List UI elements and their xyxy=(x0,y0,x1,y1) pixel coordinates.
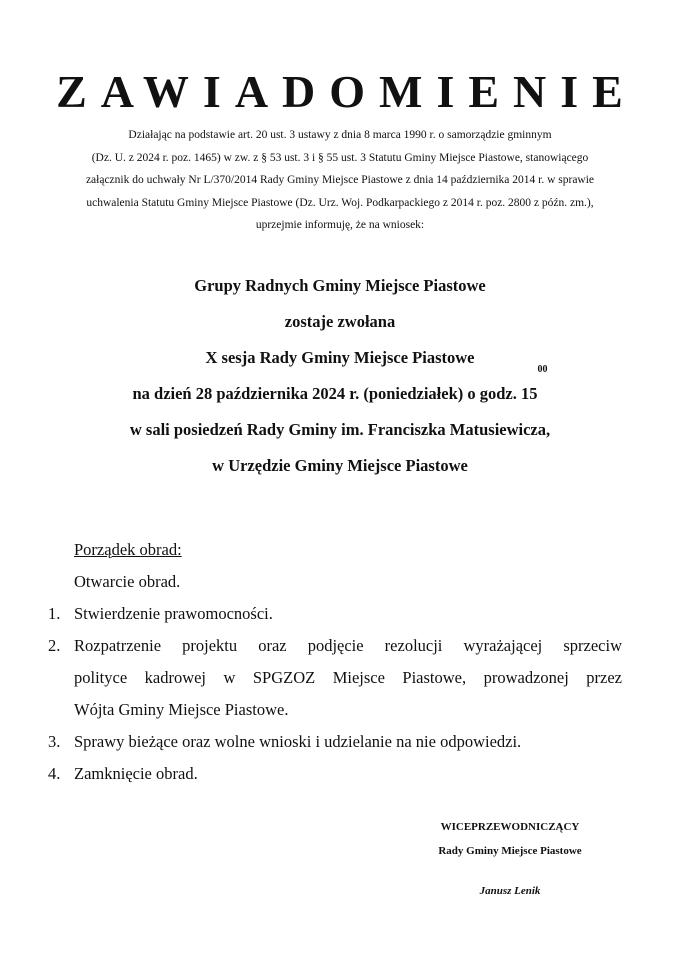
agenda-intro: Otwarcie obrad. xyxy=(74,572,181,591)
agenda-item xyxy=(48,758,622,790)
session-line: X sesja Rady Gminy Miejsce Piastowe xyxy=(205,348,475,367)
session-date-line xyxy=(40,364,640,412)
agenda-item-line: Wójta Gminy Miejsce Piastowe. xyxy=(74,700,289,719)
preamble-line: załącznik do uchwały Nr L/370/2014 Rady Gminy Miejsce Piastowe z dnia 14 października 2014 r. w sprawie xyxy=(85,174,595,186)
agenda-item xyxy=(48,598,622,630)
agenda-item-line: Zamknięcie obrad. xyxy=(74,764,198,783)
preamble-line: uchwalenia Statutu Gminy Miejsce Piastowe (Dz. Urz. Woj. Podkarpackiego z 2014 r. poz. 2800 z późn. zm.), xyxy=(86,196,594,209)
signatory-name: Janusz Lenik xyxy=(479,885,541,897)
preamble-line: Działając na podstawie art. 20 ust. 3 ustawy z dnia 8 marca 1990 r. o samorządzie gminnym xyxy=(128,129,552,141)
signature-block xyxy=(380,816,640,902)
agenda-item-number: 1. xyxy=(48,604,61,623)
agenda-item-number: 3. xyxy=(48,732,61,751)
agenda-item xyxy=(48,630,622,726)
agenda-item-text xyxy=(74,758,622,790)
agenda xyxy=(48,534,622,790)
office-line: w Urzędzie Gminy Miejsce Piastowe xyxy=(212,456,468,475)
convened-line: zostaje zwołana xyxy=(284,312,396,331)
agenda-item-line: Rozpatrzenie projektu oraz podjęcie rezolucji wyrażającej sprzeciw xyxy=(74,636,622,655)
agenda-item-line: Stwierdzenie prawomocności. xyxy=(74,604,273,623)
venue-line: w sali posiedzeń Rady Gminy im. Franciszka Matusiewicza, xyxy=(129,420,551,439)
agenda-item-text xyxy=(74,630,622,726)
agenda-item xyxy=(48,726,622,758)
session-date: na dzień 28 października 2024 r. (poniedziałek) o godz. 15 xyxy=(132,384,538,403)
agenda-heading: Porządek obrad: xyxy=(74,540,182,559)
agenda-item-line: Sprawy bieżące oraz wolne wnioski i udzielanie na nie odpowiedzi. xyxy=(74,732,522,751)
legal-preamble xyxy=(60,124,620,237)
preamble-line: (Dz. U. z 2024 r. poz. 1465) w zw. z § 53 ust. 3 i § 55 ust. 3 Statutu Gminy Miejsce Piastowe, stanowiącego xyxy=(91,151,589,164)
agenda-item-line: polityce kadrowej w SPGZOZ Miejsce Piastowe, prowadzonej przez xyxy=(74,668,622,687)
session-time-minutes: 00 xyxy=(537,364,548,375)
preamble-line: uprzejmie informuję, że na wniosek: xyxy=(255,219,425,231)
agenda-item-number: 2. xyxy=(48,636,61,655)
requester-line: Grupy Radnych Gminy Miejsce Piastowe xyxy=(194,276,486,295)
session-announcement xyxy=(40,268,640,484)
agenda-item-number: 4. xyxy=(48,764,61,783)
signatory-body: Rady Gminy Miejsce Piastowe xyxy=(438,845,582,857)
agenda-item-text xyxy=(74,726,622,758)
agenda-item-text xyxy=(74,598,622,630)
signatory-role: WICEPRZEWODNICZĄCY xyxy=(440,821,580,833)
document-title: ZAWIADOMIENIE xyxy=(56,66,637,117)
